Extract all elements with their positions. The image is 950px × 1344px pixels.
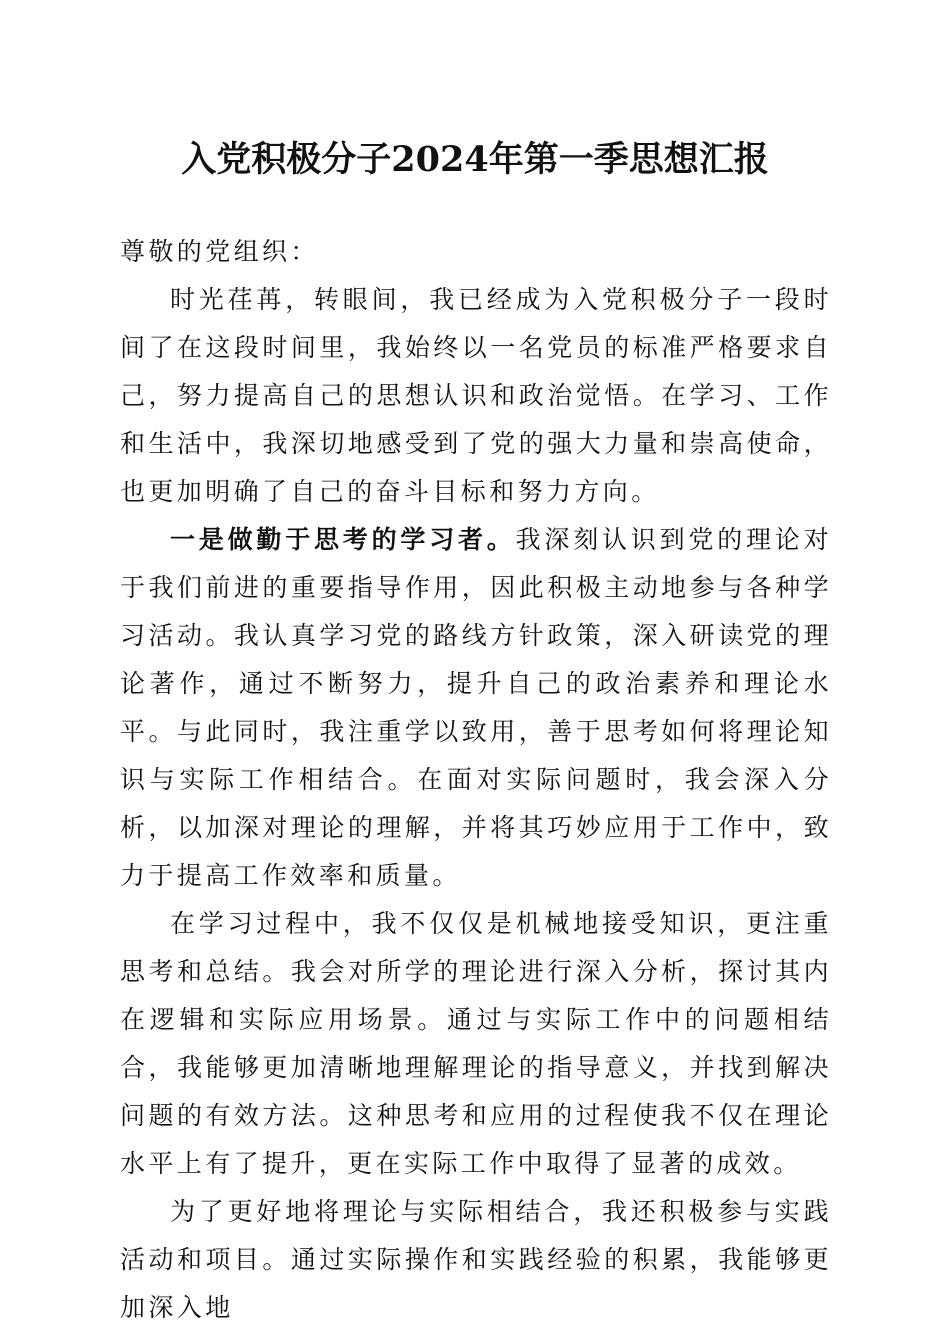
paragraph-2 [120, 516, 832, 900]
paragraph-2-text: 我深刻认识到党的理论对于我们前进的重要指导作用，因此积极主动地参与各种学习活动。我认真学习党的路线方针政策，深入研读党的理论著作，通过不断努力，提升自己的政治素养和理论水平。与此同时，我注重学以致用，善于思考如何将理论知识与实际工作相结合。在面对实际问题时，我会深入分析，以加深对理论的理解，并将其巧妙应用于工作中，致力于提高工作效率和质量。 [120, 525, 832, 890]
salutation: 尊敬的党组织： [120, 237, 319, 266]
paragraph-3 [120, 900, 832, 1188]
paragraph-4-text: 为了更好地将理论与实际相结合，我还积极参与实践活动和项目。通过实际操作和实践经验的积累，我能够更加深入地 [120, 1197, 832, 1322]
document-body [120, 228, 832, 1332]
paragraph-1 [120, 276, 832, 516]
document-title: 入党积极分子2024年第一季思想汇报 [181, 139, 769, 180]
paragraph-4 [120, 1188, 832, 1332]
paragraph-1-text: 时光荏苒，转眼间，我已经成为入党积极分子一段时间了在这段时间里，我始终以一名党员的标准严格要求自己，努力提高自己的思想认识和政治觉悟。在学习、工作和生活中，我深切地感受到了党的强大力量和崇高使命，也更加明确了自己的奋斗目标和努力方向。 [120, 285, 832, 506]
paragraph-2-lead: 一是做勤于思考的学习者。 [170, 525, 516, 554]
paragraph-3-text: 在学习过程中，我不仅仅是机械地接受知识，更注重思考和总结。我会对所学的理论进行深入分析，探讨其内在逻辑和实际应用场景。通过与实际工作中的问题相结合，我能够更加清晰地理解理论的指导意义，并找到解决问题的有效方法。这种思考和应用的过程使我不仅在理论水平上有了提升，更在实际工作中取得了显著的成效。 [120, 909, 832, 1178]
